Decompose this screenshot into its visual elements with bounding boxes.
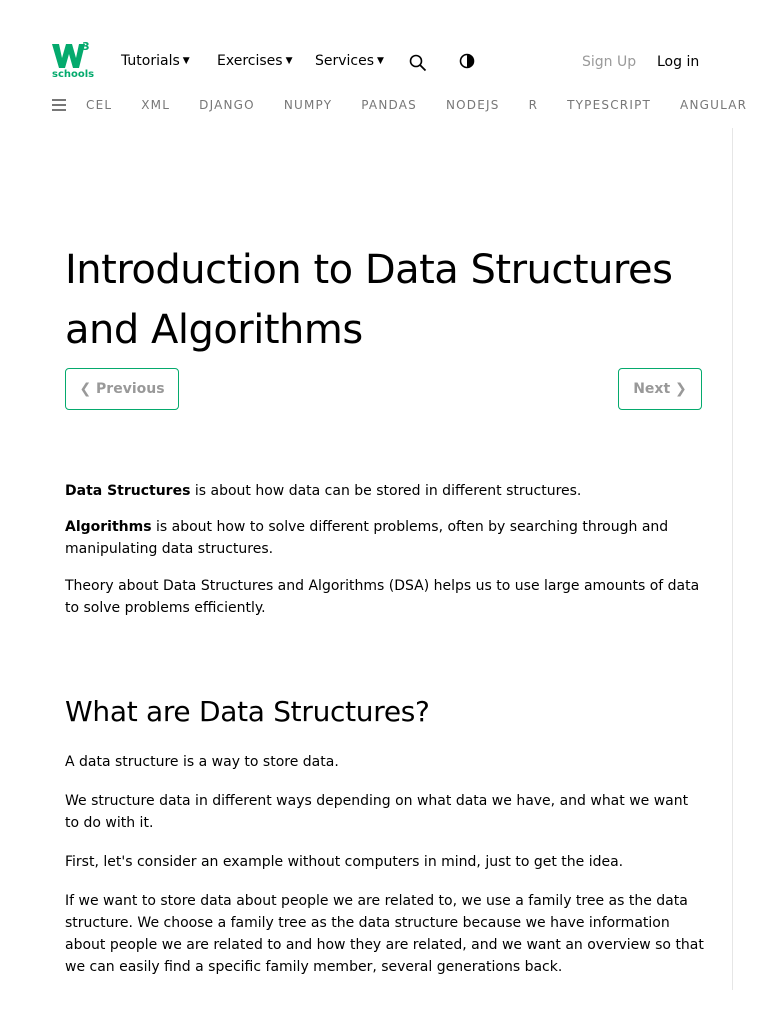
sign-up-link[interactable]: Sign Up: [582, 54, 637, 70]
content-right-border: [732, 128, 733, 990]
search-icon: [409, 54, 427, 72]
subnav-item-angular[interactable]: ANGULAR: [680, 98, 748, 112]
search-button[interactable]: [409, 54, 427, 76]
section-paragraph-3: First, let's consider an example without computers in mind, just to get the idea.: [65, 854, 624, 870]
top-navigation-bar: [0, 0, 768, 128]
section-heading: What are Data Structures?: [65, 695, 430, 728]
logo-wordmark: schools: [52, 69, 95, 80]
theme-toggle-button[interactable]: [459, 53, 475, 73]
subnav-item-xml[interactable]: XML: [141, 98, 171, 112]
section-paragraph-4: If we want to store data about people we are related to, we use a family tree as the data structure. We choose a family tree as the data structure because we have information about people we are related to and how they are related, and we want an overview so that we can easily find a specific family member, several generations back.: [65, 893, 704, 975]
subnav-item-r[interactable]: R: [528, 98, 539, 112]
caret-down-icon: ▼: [377, 56, 384, 66]
log-in-link[interactable]: Log in: [657, 54, 700, 70]
intro-paragraph-1: [65, 480, 705, 502]
subnav-item-django[interactable]: DJANGO: [199, 98, 255, 112]
intro-text: Theory about Data Structures and Algorithms (DSA) helps us to use large amounts of data to solve problems efficiently.: [65, 578, 700, 616]
logo-superscript: 3: [82, 40, 90, 53]
subnav-item-cel[interactable]: CEL: [86, 98, 113, 112]
exercises-menu[interactable]: [217, 53, 292, 69]
tutorials-menu[interactable]: [121, 53, 190, 69]
exercises-label: Exercises: [217, 53, 283, 69]
intro-text: is about how data can be stored in different structures.: [190, 483, 582, 499]
section-paragraph-2: We structure data in different ways depending on what data we have, and what we want to do with it.: [65, 793, 689, 831]
services-label: Services: [315, 53, 375, 69]
hamburger-menu-icon[interactable]: [52, 99, 66, 111]
subnav-item-nodejs[interactable]: NODEJS: [445, 98, 500, 112]
page-title: Introduction to Data Structures and Algorithms: [65, 247, 673, 353]
intro-bold-term: Data Structures: [65, 483, 191, 499]
tutorials-label: Tutorials: [121, 53, 180, 69]
subnav-item-pandas[interactable]: PANDAS: [361, 98, 417, 112]
previous-button[interactable]: ❮ Previous: [65, 368, 179, 410]
intro-text: is about how to solve different problems, often by searching through and manipulating data structures.: [65, 519, 669, 557]
intro-bold-term: Algorithms: [65, 519, 152, 535]
subnav-item-numpy[interactable]: NUMPY: [283, 98, 333, 112]
caret-down-icon: ▼: [182, 56, 190, 66]
topic-subnav: [52, 96, 748, 116]
section-paragraph-1: A data structure is a way to store data.: [65, 754, 339, 770]
main-content: [65, 240, 705, 360]
next-button[interactable]: Next ❯: [618, 368, 702, 410]
caret-down-icon: ▼: [285, 56, 293, 66]
intro-paragraph-3: [65, 575, 705, 619]
contrast-icon: [459, 53, 475, 69]
subnav-items: [86, 98, 776, 112]
subnav-item-typescript[interactable]: TYPESCRIPT: [567, 98, 652, 112]
intro-paragraph-2: [65, 516, 705, 560]
services-menu[interactable]: [315, 53, 384, 69]
